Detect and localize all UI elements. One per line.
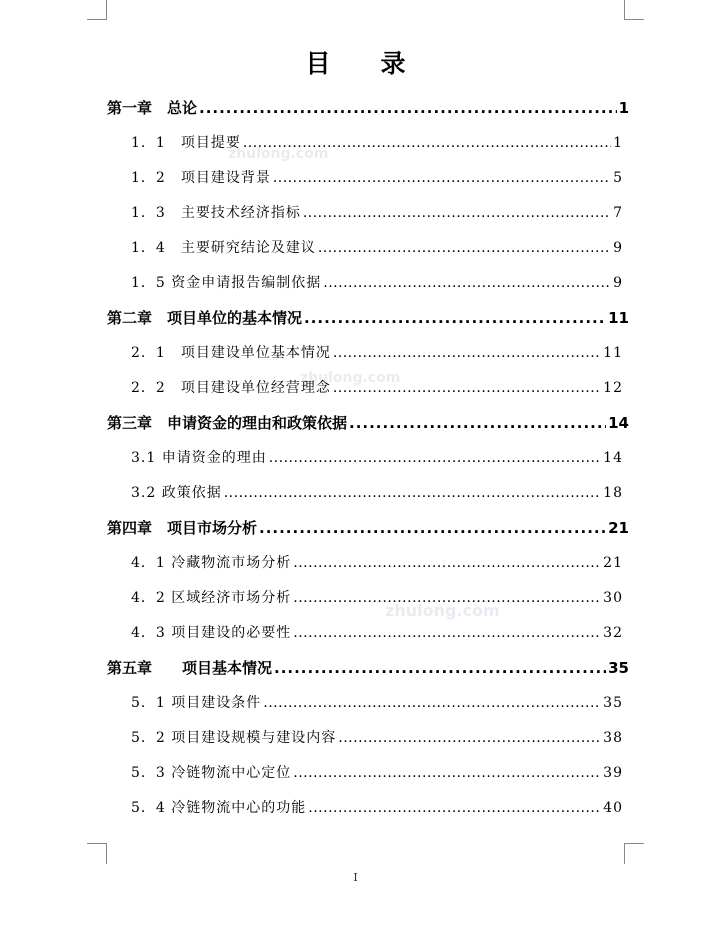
toc-section-page-number: 40 [603,800,623,816]
toc-section-page-number: 39 [603,765,623,781]
toc-section[interactable] [131,342,623,362]
page-title [0,44,711,80]
toc-chapter-page-number: 14 [608,414,629,432]
toc-section-page-number: 9 [613,240,623,256]
toc-section-label: 1．4 主要研究结论及建议 [131,240,316,256]
toc-section-page-number: 5 [613,170,623,186]
toc-section-leader-dots [273,170,611,186]
toc-section-label: 5．1 项目建设条件 [131,695,262,711]
toc-chapter[interactable] [107,97,629,118]
crop-mark-top-left [87,0,107,20]
toc-chapter-page-number: 21 [608,519,629,537]
toc-section-label: 4．3 项目建设的必要性 [131,625,292,641]
toc-chapter[interactable] [107,517,629,538]
crop-mark-top-right [624,0,644,20]
toc-section[interactable] [131,622,623,642]
toc-section-label: 1．3 主要技术经济指标 [131,205,301,221]
toc-section-page-number: 30 [603,590,623,606]
toc-section[interactable] [131,447,623,467]
toc-section[interactable] [131,237,623,257]
toc-chapter[interactable] [107,657,629,678]
toc-section-label: 2．2 项目建设单位经营理念 [131,380,331,396]
toc-section-leader-dots [333,380,601,396]
toc-section-label: 4．2 区域经济市场分析 [131,590,292,606]
toc-section-page-number: 38 [603,730,623,746]
toc-section-page-number: 14 [603,450,623,466]
toc-section[interactable] [131,202,623,222]
toc-section-page-number: 21 [603,555,623,571]
toc-section-label: 5．2 项目建设规模与建设内容 [131,730,337,746]
toc-section[interactable] [131,132,623,152]
toc-chapter-page-number: 35 [608,659,629,677]
toc-section-page-number: 11 [603,345,623,361]
title-char-2: 录 [380,49,406,78]
toc-section-label: 3.1 申请资金的理由 [131,450,267,466]
toc-chapter-label: 第五章 项目基本情况 [107,659,273,677]
toc-chapter-page-number: 1 [618,99,629,117]
toc-section-page-number: 18 [603,485,623,501]
toc-section-label: 5．4 冷链物流中心的功能 [131,800,307,816]
toc-chapter-leader-dots [349,414,606,432]
toc-section[interactable] [131,552,623,572]
toc-section-label: 1．2 项目建设背景 [131,170,271,186]
toc-chapter-leader-dots [304,309,606,327]
toc-section-leader-dots [293,555,601,571]
toc-chapter-leader-dots [259,519,606,537]
toc-chapter-label: 第一章 总论 [107,99,198,117]
toc-section-leader-dots [323,275,611,291]
toc-section-label: 2．1 项目建设单位基本情况 [131,345,331,361]
toc-chapter-label: 第三章 申请资金的理由和政策依据 [107,414,348,432]
page-number: I [353,871,358,884]
toc-section-leader-dots [263,695,601,711]
toc-section-leader-dots [224,485,601,501]
crop-mark-bottom-left [87,843,107,864]
watermark: zhulong.com [228,146,329,162]
watermark: zhulong.com [385,601,500,620]
toc-section[interactable] [131,762,623,782]
toc-section-page-number: 9 [613,275,623,291]
toc-chapter[interactable] [107,412,629,433]
toc-section-leader-dots [243,135,611,151]
toc-section-label: 1．5 资金申请报告编制依据 [131,275,322,291]
toc-section[interactable] [131,727,623,747]
toc-section[interactable] [131,167,623,187]
toc-section-leader-dots [293,765,601,781]
toc-section[interactable] [131,272,623,292]
toc-chapter-leader-dots [274,659,606,677]
toc-section-leader-dots [318,240,611,256]
toc-section-page-number: 12 [603,380,623,396]
toc-section-leader-dots [308,800,601,816]
toc-section-leader-dots [293,590,601,606]
toc-chapter-page-number: 11 [608,309,629,327]
toc-section-leader-dots [338,730,601,746]
toc-chapter-label: 第四章 项目市场分析 [107,519,258,537]
toc-section-page-number: 1 [613,135,623,151]
toc-section[interactable] [131,797,623,817]
toc-section-label: 5．3 冷链物流中心定位 [131,765,292,781]
toc-chapter-leader-dots [199,99,617,117]
crop-mark-bottom-right [624,843,644,864]
toc-section[interactable] [131,692,623,712]
toc-section-label: 4．1 冷藏物流市场分析 [131,555,292,571]
title-char-1: 目 [305,49,331,78]
toc-chapter-label: 第二章 项目单位的基本情况 [107,309,303,327]
toc-section-label: 1．1 项目提要 [131,135,241,151]
toc-section-leader-dots [303,205,611,221]
toc-section[interactable] [131,377,623,397]
toc-chapter[interactable] [107,307,629,328]
toc-section[interactable] [131,482,623,502]
toc-section-page-number: 35 [603,695,623,711]
watermark: zhulong.com [300,370,401,386]
toc-section-leader-dots [333,345,601,361]
toc-section[interactable] [131,587,623,607]
toc-section-page-number: 7 [613,205,623,221]
toc-section-label: 3.2 政策依据 [131,485,222,501]
toc-section-leader-dots [293,625,601,641]
toc-section-leader-dots [269,450,601,466]
toc-section-page-number: 32 [603,625,623,641]
